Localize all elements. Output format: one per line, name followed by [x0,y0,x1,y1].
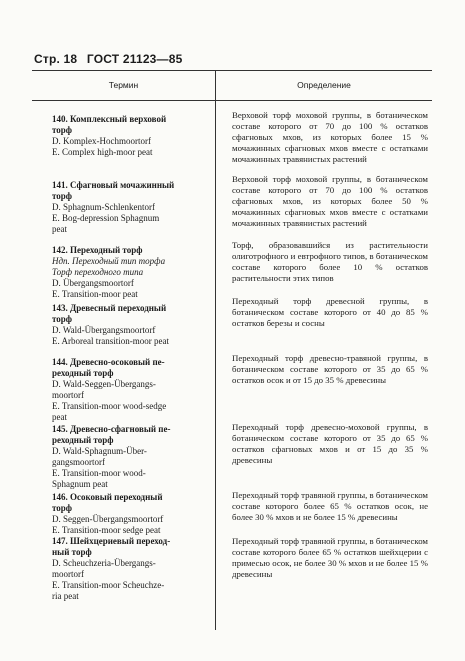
term-foreign-equivalent: D. Wald-Seggen-Übergangs- [52,379,156,389]
term-title: 147. Шейхцериевый переход- [52,536,171,546]
term-title: 142. Переходный торф [52,245,143,255]
term-entry [52,424,227,490]
term-foreign-equivalent: D. Seggen-Übergangsmoortorf [52,514,164,524]
term-entry [52,303,227,347]
term-foreign-equivalent: E. Transition-moor Scheuchze- [52,580,165,590]
term-foreign-equivalent: ria peat [52,591,79,601]
term-nonrecommended: Ндп. Переходный тип торфа [52,256,166,266]
term-title: 141. Сфагновый мочажинный [52,180,175,190]
term-entry [52,180,227,235]
term-foreign-equivalent: D. Scheuchzeria-Übergangs- [52,558,156,568]
term-title: торф [52,125,73,135]
term-foreign-equivalent: E. Complex high-moor peat [52,147,153,157]
term-foreign-equivalent: peat [52,224,67,234]
term-title: 145. Древесно-сфагновый пе- [52,424,171,434]
term-entry [52,492,227,536]
term-title: 144. Древесно-осоковый пе- [52,357,165,367]
term-definition: Переходный торф древесной группы, в ботаническом составе которого от 40 до 85 % остатков березы и сосны [232,296,428,328]
term-definition: Верховой торф моховой группы, в ботаническом составе которого от 70 до 100 % остатков сфагновых мхов, из которых более 50 % мочажинных сфагновых мхов вместе с остатками мочажинных травянистых растений [232,174,428,228]
standard-code: ГОСТ 21123—85 [86,52,183,66]
term-foreign-equivalent: peat [52,412,67,422]
term-entry [52,114,227,158]
term-foreign-equivalent: D. Wald-Sphagnum-Über- [52,446,147,456]
term-foreign-equivalent: D. Wald-Übergangsmoortorf [52,325,156,335]
term-entry [52,245,227,300]
term-foreign-equivalent: D. Übergangsmoortorf [52,278,134,288]
term-foreign-equivalent: E. Arboreal transition-moor peat [52,336,169,346]
term-definition: Переходный торф древесно-моховой группы, в ботаническом составе которого от 35 до 65 % остатков сфагновых мхов и от 15 до 35 % древесины [232,422,428,465]
term-foreign-equivalent: E. Transition-moor peat [52,289,138,299]
term-foreign-equivalent: Sphagnum peat [52,479,108,489]
term-title: ный торф [52,547,92,557]
term-foreign-equivalent: E. Transition-moor wood-sedge [52,401,167,411]
term-definition: Переходный торф древесно-травяной группы, в ботаническом составе которого от 35 до 65 % остатков осок и от 15 до 35 % древесины [232,353,428,385]
terms-table [32,70,432,630]
term-definition: Переходный торф травяной группы, в ботаническом составе которого более 65 % остатков осок, не более 30 % мхов и не более 15 % древесины [232,490,428,522]
term-title: реходный торф [52,435,114,445]
term-definition: Верховой торф моховой группы, в ботаническом составе которого от 70 до 100 % остатков сфагновых мхов, из которых более 15 % мочажинных сфагновых мхов вместе с остатками мочажинных травянистых растений [232,110,428,164]
term-nonrecommended: Торф переходного типа [52,267,144,277]
term-foreign-equivalent: D. Komplex-Hochmoortorf [52,136,151,146]
term-title: 146. Осоковый переходный [52,492,163,502]
table-header-rule [32,100,432,101]
term-foreign-equivalent: E. Transition-moor wood- [52,468,146,478]
term-entry [52,357,227,423]
term-foreign-equivalent: D. Sphagnum-Schlenkentorf [52,202,155,212]
page-number: Стр. 18 [34,52,78,66]
term-foreign-equivalent: moortorf [52,569,84,579]
term-foreign-equivalent: moortorf [52,390,84,400]
term-foreign-equivalent: gangsmoortorf [52,457,105,467]
term-definition: Переходный торф травяной группы, в ботаническом составе которого более 65 % остатков шейхцерии с примесью осок, не более 30 % мхов и не более 15 % древесины [232,536,428,579]
term-title: 143. Древесный переходный [52,303,167,313]
term-title: 140. Комплексный верховой [52,114,167,124]
term-entry [52,536,227,602]
table-top-rule [32,70,432,71]
term-foreign-equivalent: E. Transition-moor sedge peat [52,525,161,535]
term-title: реходный торф [52,368,114,378]
page-header [34,52,189,66]
term-title: торф [52,503,73,513]
term-title: торф [52,314,73,324]
column-header-definition: Определение [297,80,351,90]
column-header-term: Термин [108,80,139,90]
term-foreign-equivalent: E. Bog-depression Sphagnum [52,213,160,223]
term-definition: Торф, образовавшийся из растительности олиготрофного и евтрофного типов, в ботаническом составе которого более 10 % остатков растительности этих типов [232,240,428,283]
term-title: торф [52,191,73,201]
